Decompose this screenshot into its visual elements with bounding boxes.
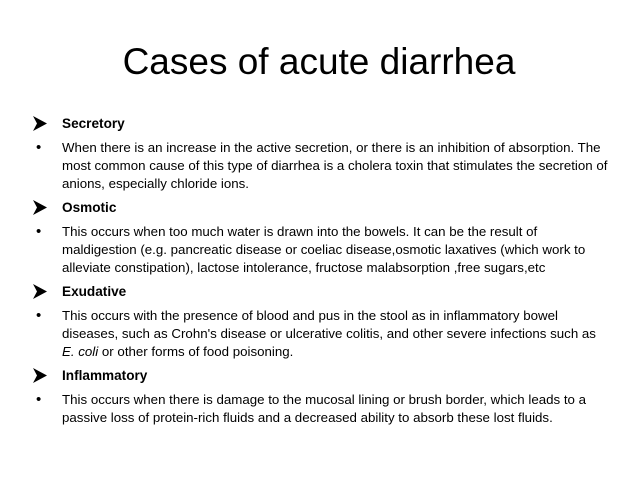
section-heading-text: Osmotic [62, 200, 117, 215]
bullet-text-italic: E. coli [62, 344, 99, 359]
arrowhead-bullet-icon [32, 283, 48, 300]
section-bullet-inflammatory [32, 391, 612, 427]
arrowhead-bullet-icon [32, 115, 48, 132]
section-bullet-osmotic [32, 223, 612, 277]
section-heading-inflammatory [32, 366, 612, 386]
arrowhead-bullet-icon [32, 199, 48, 216]
section-bullet-text: When there is an increase in the active secretion, or there is an inhibition of absorption. The most common cause of this type of diarrhea is a cholera toxin that stimulates the secretion of anions, especially chloride ions. [62, 140, 608, 191]
section-bullet-text [62, 307, 612, 361]
section-heading-text: Inflammatory [62, 368, 148, 383]
section-bullet-exudative [32, 307, 612, 361]
section-heading-exudative [32, 282, 612, 302]
section-heading-text: Exudative [62, 284, 127, 299]
section-bullet-text: This occurs when there is damage to the mucosal lining or brush border, which leads to a passive loss of protein-rich fluids and a decreased ability to absorb these lost fluids. [62, 392, 587, 425]
section-heading-text: Secretory [62, 116, 125, 131]
section-bullet-text: This occurs when too much water is drawn into the bowels. It can be the result of maldigestion (e.g. pancreatic disease or coeliac disease,osmotic laxatives (which work to alleviate constipation), lactose intolerance, fructose malabsorption ,free sugars,etc [62, 224, 586, 275]
round-bullet-icon: • [36, 223, 42, 240]
bullet-text-part: or other forms of food poisoning. [98, 344, 294, 359]
slide-title: Cases of acute diarrhea [122, 41, 516, 82]
bullet-text-part: This occurs with the presence of blood and pus in the stool as in inflammatory bowel diseases, such as Crohn's disease or ulcerative colitis, and other severe infections such as [62, 308, 596, 341]
slide-body [32, 114, 612, 432]
round-bullet-icon: • [36, 307, 42, 324]
arrowhead-bullet-icon [32, 367, 48, 384]
section-heading-osmotic [32, 198, 612, 218]
section-heading-secretory [32, 114, 612, 134]
section-bullet-secretory [32, 139, 612, 193]
round-bullet-icon: • [36, 391, 42, 408]
round-bullet-icon: • [36, 139, 42, 156]
